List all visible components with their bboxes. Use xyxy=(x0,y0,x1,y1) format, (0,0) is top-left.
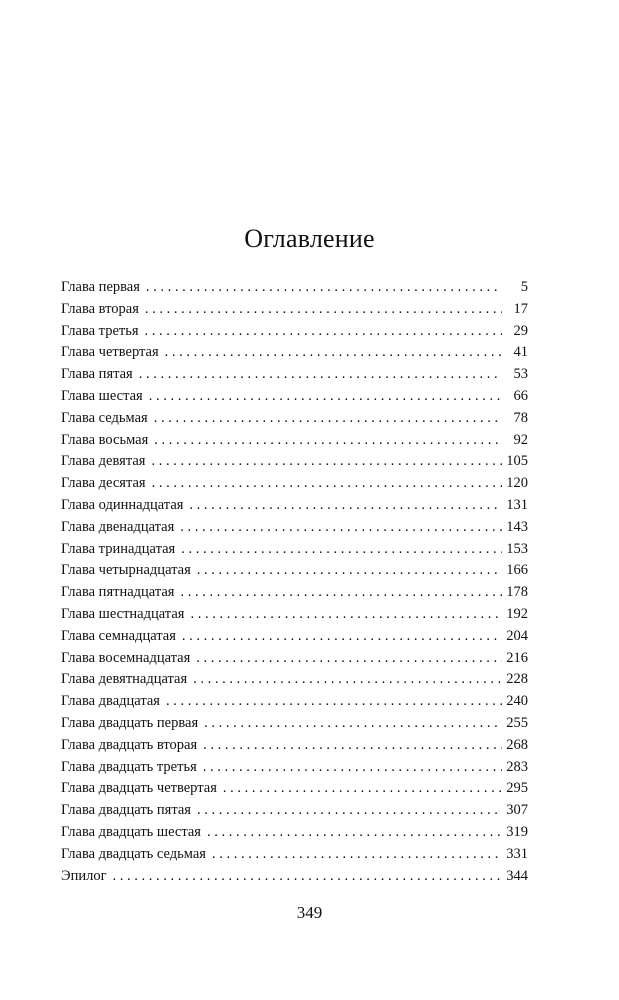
toc-dot-leader xyxy=(197,800,502,822)
toc-entry-title: Глава восьмая xyxy=(61,431,149,448)
toc-entry xyxy=(61,539,528,561)
toc-entry-page: 29 xyxy=(513,322,528,339)
toc-dot-leader xyxy=(166,691,502,713)
toc-entry-page: 283 xyxy=(506,758,528,775)
toc-entry-page: 344 xyxy=(506,867,528,884)
toc-entry-title: Глава двадцать пятая xyxy=(61,802,191,819)
toc-dot-leader xyxy=(203,735,502,757)
toc-entry-page: 178 xyxy=(506,584,528,601)
toc-entry-title: Глава четырнадцатая xyxy=(61,562,191,579)
toc-entry-page: 78 xyxy=(513,409,528,426)
toc-entry-title: Эпилог xyxy=(61,867,107,884)
toc-entry xyxy=(61,386,528,408)
toc-dot-leader xyxy=(113,866,502,888)
toc-entry xyxy=(61,560,528,582)
toc-dot-leader xyxy=(204,713,502,735)
toc-dot-leader xyxy=(190,604,502,626)
toc-entry-title: Глава четвертая xyxy=(61,344,159,361)
toc-entry-title: Глава двенадцатая xyxy=(61,518,175,535)
toc-entry-page: 66 xyxy=(513,387,528,404)
toc-entry-page: 307 xyxy=(506,802,528,819)
toc-entry-page: 331 xyxy=(506,845,528,862)
toc-entry-page: 166 xyxy=(506,562,528,579)
toc-dot-leader xyxy=(189,495,502,517)
toc-entry-title: Глава седьмая xyxy=(61,409,148,426)
toc-entry-title: Глава двадцать первая xyxy=(61,714,199,731)
toc-entry xyxy=(61,866,528,888)
toc-dot-leader xyxy=(146,277,502,299)
toc-entry xyxy=(61,713,528,735)
toc-entry-title: Глава шестая xyxy=(61,387,143,404)
toc-dot-leader xyxy=(154,430,502,452)
toc-entry-page: 92 xyxy=(513,431,528,448)
page-number: 349 xyxy=(296,903,323,922)
toc-entry-page: 295 xyxy=(506,780,528,797)
toc-entry-page: 228 xyxy=(506,671,528,688)
toc-dot-leader xyxy=(145,321,503,343)
toc-entry xyxy=(61,408,528,430)
toc-entry-page: 5 xyxy=(520,279,528,295)
toc-entry-page: 192 xyxy=(506,605,528,622)
toc-entry-page: 240 xyxy=(506,693,528,710)
toc-entry-title: Глава шестнадцатая xyxy=(61,605,185,622)
toc-entry xyxy=(61,604,528,626)
toc-entry xyxy=(61,342,528,364)
toc-dot-leader xyxy=(139,364,502,386)
toc-entry-title: Глава двадцать четвертая xyxy=(61,780,217,797)
toc-entry-page: 17 xyxy=(513,300,528,317)
toc-entry xyxy=(61,277,528,299)
toc-entry-title: Глава девятнадцатая xyxy=(61,671,188,688)
toc-dot-leader xyxy=(149,386,502,408)
toc-entry-page: 319 xyxy=(506,823,528,840)
toc-entry-title: Глава девятая xyxy=(61,453,146,470)
toc-entry xyxy=(61,321,528,343)
toc-dot-leader xyxy=(165,342,502,364)
toc-entry xyxy=(61,430,528,452)
toc-entry-title: Глава десятая xyxy=(61,475,146,492)
toc-entry-title: Глава пятнадцатая xyxy=(61,584,175,601)
toc-entry-page: 204 xyxy=(506,627,528,644)
toc-entry-title: Глава двадцать вторая xyxy=(61,736,198,753)
toc-entry-title: Глава семнадцатая xyxy=(61,627,176,644)
toc-entry xyxy=(61,451,528,473)
toc-entry xyxy=(61,778,528,800)
toc-entry-title: Глава двадцать третья xyxy=(61,758,197,775)
toc-entry-title: Глава пятая xyxy=(61,366,133,383)
toc-dot-leader xyxy=(180,517,502,539)
toc-entry xyxy=(61,495,528,517)
toc-dot-leader xyxy=(207,822,502,844)
toc-entry xyxy=(61,691,528,713)
toc-entry xyxy=(61,299,528,321)
toc-entry-title: Глава двадцатая xyxy=(61,693,160,710)
toc-entry xyxy=(61,800,528,822)
toc-entry-title: Глава двадцать шестая xyxy=(61,823,201,840)
toc-entry-page: 255 xyxy=(506,714,528,731)
toc-entry-title: Глава первая xyxy=(61,279,140,295)
toc-entry-page: 53 xyxy=(513,366,528,383)
toc-dot-leader xyxy=(154,408,502,430)
toc-entry-page: 105 xyxy=(506,453,528,470)
toc-entry xyxy=(61,364,528,386)
toc-entry xyxy=(61,669,528,691)
toc-entry-title: Глава одиннадцатая xyxy=(61,496,184,513)
toc-entry-page: 268 xyxy=(506,736,528,753)
toc-entry-page: 143 xyxy=(506,518,528,535)
toc-dot-leader xyxy=(196,648,502,670)
toc-entry-page: 216 xyxy=(506,649,528,666)
toc-dot-leader xyxy=(180,582,502,604)
toc-entry xyxy=(61,582,528,604)
toc-entry-page: 153 xyxy=(506,540,528,557)
table-of-contents xyxy=(61,277,528,887)
toc-entry-title: Глава восемнадцатая xyxy=(61,649,191,666)
toc-entry xyxy=(61,473,528,495)
toc-dot-leader xyxy=(152,473,502,495)
toc-entry xyxy=(61,822,528,844)
toc-entry-title: Глава вторая xyxy=(61,300,139,317)
toc-entry xyxy=(61,517,528,539)
toc-dot-leader xyxy=(151,451,502,473)
toc-dot-leader xyxy=(182,626,502,648)
toc-entry-title: Глава третья xyxy=(61,322,139,339)
toc-entry-page: 131 xyxy=(506,496,528,513)
toc-dot-leader xyxy=(193,669,502,691)
toc-dot-leader xyxy=(145,299,502,321)
page-title: Оглавление xyxy=(244,224,375,253)
toc-entry xyxy=(61,626,528,648)
toc-entry xyxy=(61,735,528,757)
toc-dot-leader xyxy=(212,844,502,866)
toc-entry-page: 41 xyxy=(513,344,528,361)
toc-dot-leader xyxy=(203,757,502,779)
toc-dot-leader xyxy=(223,778,502,800)
toc-entry-page: 120 xyxy=(506,475,528,492)
toc-dot-leader xyxy=(197,560,502,582)
toc-entry xyxy=(61,757,528,779)
toc-entry xyxy=(61,648,528,670)
toc-entry-title: Глава тринадцатая xyxy=(61,540,176,557)
toc-entry-title: Глава двадцать седьмая xyxy=(61,845,206,862)
toc-entry xyxy=(61,844,528,866)
toc-dot-leader xyxy=(181,539,502,561)
